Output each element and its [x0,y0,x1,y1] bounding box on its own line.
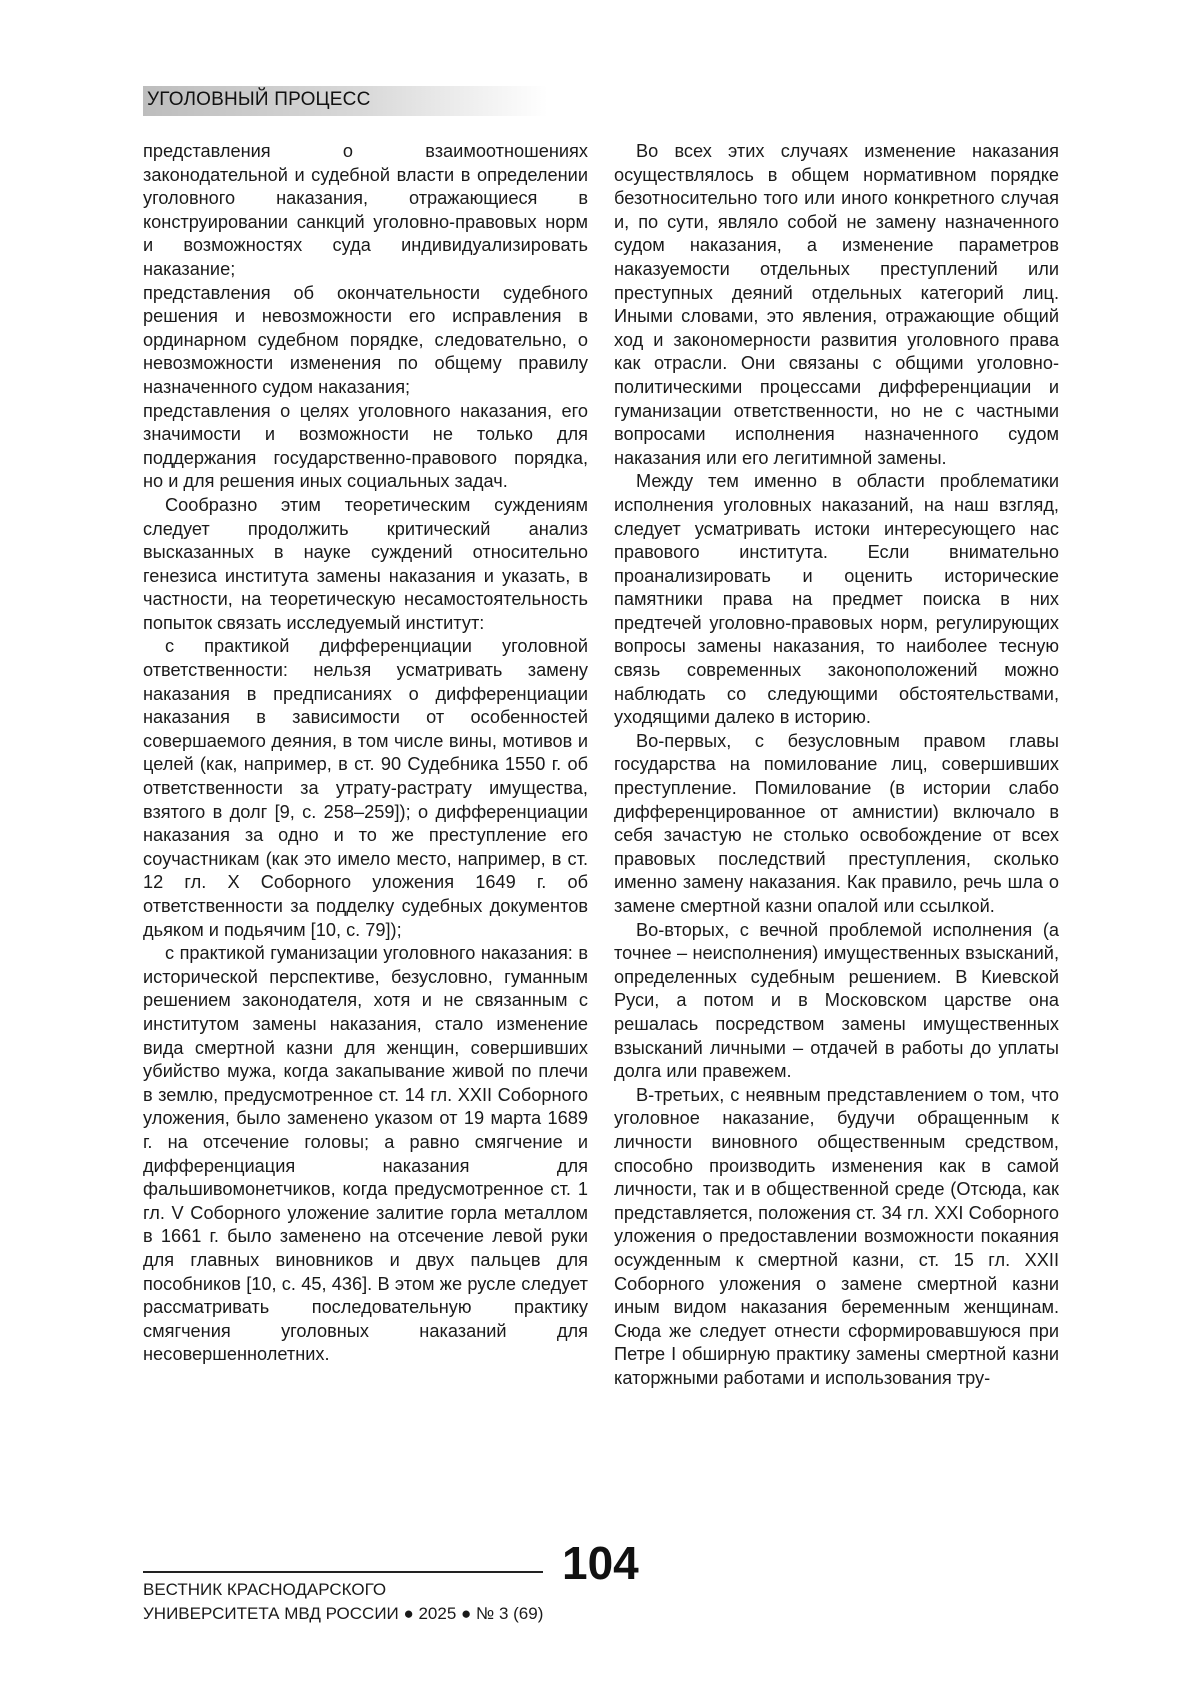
paragraph: Во-первых, с безусловным правом главы государства на помилование лиц, совершивших преступление. Помилование (в истории слабо дифференцированное от амнистии) включало в себя зачастую не столько освобождение от всех правовых последствий преступления, сколько именно замену наказания. Как правило, речь шла о замене смертной казни опалой или ссылкой. [614,730,1059,916]
right-column [614,140,1059,1390]
footer-divider [143,1571,543,1573]
paragraph: Сообразно этим теоретическим суждениям следует продолжить критический анализ высказанных в науке суждений относительно генезиса института замены наказания и указать, в частности, на теоретическую несамостоятельность попыток связать исследуемый институт: [143,494,588,633]
paragraph: с практикой дифференциации уголовной ответственности: нельзя усматривать замену наказания в предписаниях о дифференциации наказания в зависимости от особенностей совершаемого деяния, в том числе вины, мотивов и целей (как, например, в ст. 90 Судебника 1550 г. об ответственности за утрату-растрату имущества, взятого в долг [9, с. 258–259]); о дифференциации наказания за одно и то же преступление его соучастникам (как это имело место, например, в ст. 12 гл. X Соборного уложения 1649 г. об ответственности за подделку судебных документов дьяком и подьячим [10, с. 79]); [143,636,588,940]
paragraph: представления о целях уголовного наказания, его значимости и возможности не только для поддержания государственно-правового порядка, но и для решения иных социальных задач. [143,400,588,492]
paragraph: Во-вторых, с вечной проблемой исполнения (а точнее – неисполнения) имущественных взысканий, определенных судебным решением. В Киевской Руси, а потом и в Московском царстве она решалась посредством замены имущественных взысканий личными – отдачей в работы до уплаты долга или правежем. [614,919,1059,1082]
section-header [143,86,548,116]
paragraph: представления об окончательности судебного решения и невозможности его исправления в ординарном судебном порядке, следовательно, о невозможности изменения по общему правилу назначенного судом наказания; [143,282,588,397]
paragraph: В-третьих, с неявным представлением о том, что уголовное наказание, будучи обращенным к личности виновного общественным средством, способно производить изменения как в самой личности, так и в общественной среде (Отсюда, как представляется, положения ст. 34 гл. XXI Соборного уложения о предоставлении возможности покаяния осужденным к смертной казни, ст. 15 гл. XXII Соборного уложения о замене смертной казни иным видом наказания беременным женщинам. Сюда же следует отнести сформировавшуюся при Петре I обширную практику замены смертной казни каторжными работами и использования тру- [614,1084,1059,1388]
journal-title-line1: ВЕСТНИК КРАСНОДАРСКОГО [143,1580,387,1599]
section-title: УГОЛОВНЫЙ ПРОЦЕСС [147,89,371,110]
paragraph: с практикой гуманизации уголовного наказания: в исторической перспективе, безусловно, гуманным решением законодателя, хотя и не связанным с институтом замены наказания, стало изменение вида смертной казни для женщин, совершивших убийство мужа, когда закапывание живой по плечи в землю, предусмотренное ст. 14 гл. XXII Соборного уложения, было заменено указом от 19 марта 1689 г. на отсечение головы; а равно смягчение и дифференциация наказания для фальшивомонетчиков, когда предусмотренное ст. 1 гл. V Соборного уложение залитие горла металлом в 1661 г. было заменено на отсечение левой руки для главных виновников и двух пальцев для пособников [10, с. 45, 436]. В этом же русле следует рассматривать последовательную практику смягчения уголовных наказаний для несовершеннолетних. [143,943,588,1365]
paragraph: представления о взаимоотношениях законодательной и судебной власти в определении уголовного наказания, отражающиеся в конструировании санкций уголовно-правовых норм и возможностях суда индивидуализировать наказание; [143,141,588,279]
page-number: 104 [562,1537,639,1589]
paragraph: Между тем именно в области проблематики исполнения уголовных наказаний, на наш взгляд, следует усматривать истоки интересующего нас правового института. Если внимательно проанализировать и оценить исторические памятники права на предмет поиска в них предтечей уголовно-правовых норм, регулирующих вопросы замены наказания, то наиболее тесную связь современных законоположений можно наблюдать со следующими обстоятельствами, уходящими далеко в историю. [614,471,1059,728]
left-column [143,140,588,1367]
paragraph: Во всех этих случаях изменение наказания осуществлялось в общем нормативном порядке безотносительно того или иного конкретного случая и, по сути, являло собой не замену назначенного судом наказания, а изменение параметров наказуемости отдельных преступлений или преступных деяний отдельных категорий лиц. Иными словами, это явления, отражающие общий ход и закономерности развития уголовного права как отрасли. Они связаны с общими уголовно-политическими процессами дифференциации и гуманизации ответственности, но не с частными вопросами исполнения назначенного судом наказания или его легитимной замены. [614,141,1059,468]
journal-title-line2: УНИВЕРСИТЕТА МВД РОССИИ ● 2025 ● № 3 (69) [143,1604,544,1623]
